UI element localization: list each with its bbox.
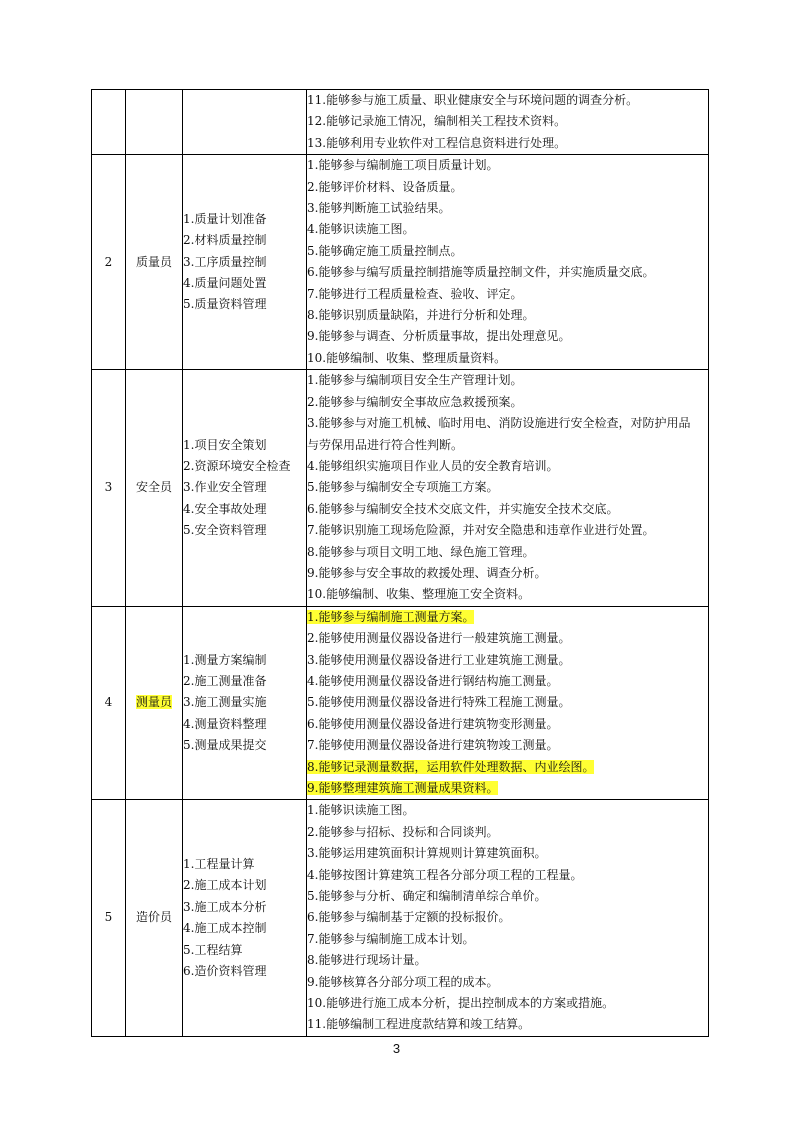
work-area-item: 5.测量成果提交 — [183, 738, 267, 753]
ability-item — [307, 241, 708, 262]
ability-text: 11.能够编制工程进度款结算和竣工结算。 — [307, 1017, 531, 1032]
ability-cell — [307, 90, 709, 155]
ability-text: 2.能够使用测量仪器设备进行一般建筑施工测量。 — [307, 631, 571, 646]
ability-item — [307, 843, 708, 864]
ability-item — [307, 800, 708, 821]
ability-item — [307, 520, 708, 541]
ability-item — [307, 584, 708, 605]
ability-text: 3.能够运用建筑面积计算规则计算建筑面积。 — [307, 846, 547, 861]
ability-item — [307, 348, 708, 369]
ability-item — [307, 477, 708, 498]
work-area-item: 5.工程结算 — [183, 942, 243, 957]
ability-item — [307, 692, 708, 713]
ability-item — [307, 133, 708, 154]
work-area-item: 5.质量资料管理 — [183, 297, 267, 312]
job-ability-table — [91, 89, 709, 1037]
work-area-item: 2.施工成本计划 — [183, 878, 267, 893]
work-area-item: 2.施工测量准备 — [183, 673, 267, 688]
ability-text: 4.能够按图计算建筑工程各分部分项工程的工程量。 — [307, 867, 583, 882]
work-area-item: 2.材料质量控制 — [183, 233, 267, 248]
work-area-item: 5.安全资料管理 — [183, 523, 267, 538]
ability-text: 10.能够进行施工成本分析，提出控制成本的方案或措施。 — [307, 996, 615, 1011]
table-row — [92, 606, 709, 800]
row-number: 4 — [92, 606, 126, 800]
ability-text: 3.能够使用测量仪器设备进行工业建筑施工测量。 — [307, 652, 571, 667]
work-area-item: 4.施工成本控制 — [183, 921, 267, 936]
ability-item — [307, 90, 708, 111]
ability-text: 1.能够参与编制施工测量方案。 — [307, 609, 475, 624]
ability-text: 8.能够记录测量数据，运用软件处理数据、内业绘图。 — [307, 759, 595, 774]
work-area-item: 1.工程量计算 — [183, 856, 255, 871]
work-area-cell — [183, 90, 307, 155]
ability-item — [307, 993, 708, 1014]
ability-item — [307, 757, 708, 778]
ability-text: 6.能够参与编制安全技术交底文件，并实施安全技术交底。 — [307, 501, 619, 516]
ability-item — [307, 714, 708, 735]
ability-item — [307, 262, 708, 283]
ability-cell — [307, 606, 709, 800]
ability-text: 13.能够利用专业软件对工程信息资料进行处理。 — [307, 135, 567, 150]
role-cell — [126, 606, 183, 800]
ability-text: 2.能够评价材料、设备质量。 — [307, 179, 463, 194]
work-area-item: 3.施工测量实施 — [183, 695, 267, 710]
work-area-item: 3.施工成本分析 — [183, 899, 267, 914]
work-area-item: 1.质量计划准备 — [183, 211, 267, 226]
ability-item — [307, 628, 708, 649]
work-area-item: 1.测量方案编制 — [183, 652, 267, 667]
role-name: 安全员 — [135, 480, 172, 495]
ability-item — [307, 972, 708, 993]
ability-item — [307, 305, 708, 326]
ability-text: 1.能够识读施工图。 — [307, 803, 415, 818]
ability-item — [307, 413, 708, 434]
row-number: 2 — [92, 155, 126, 370]
ability-item — [307, 155, 708, 176]
work-area-item: 4.安全事故处理 — [183, 501, 267, 516]
ability-item — [307, 177, 708, 198]
ability-text: 8.能够进行现场计量。 — [307, 953, 427, 968]
ability-text: 3.能够判断施工试验结果。 — [307, 201, 451, 216]
ability-item — [307, 886, 708, 907]
work-area-cell — [183, 800, 307, 1036]
ability-item — [307, 284, 708, 305]
ability-text: 9.能够核算各分部分项工程的成本。 — [307, 974, 499, 989]
row-number: 5 — [92, 800, 126, 1036]
ability-item — [307, 735, 708, 756]
ability-item — [307, 778, 708, 799]
ability-text: 8.能够参与项目文明工地、绿色施工管理。 — [307, 544, 535, 559]
ability-text: 6.能够使用测量仪器设备进行建筑物变形测量。 — [307, 716, 559, 731]
ability-cell — [307, 155, 709, 370]
role-cell — [126, 800, 183, 1036]
work-area-item: 4.测量资料整理 — [183, 716, 267, 731]
ability-text: 4.能够识读施工图。 — [307, 222, 415, 237]
work-area-item: 2.资源环境安全检查 — [183, 458, 291, 473]
ability-item — [307, 563, 708, 584]
table-row — [92, 90, 709, 155]
ability-text: 2.能够参与编制安全事故应急救援预案。 — [307, 394, 523, 409]
ability-item — [307, 392, 708, 413]
ability-item — [307, 607, 708, 628]
ability-text: 10.能够编制、收集、整理施工安全资料。 — [307, 587, 531, 602]
page-number: 3 — [392, 1041, 401, 1056]
ability-text: 4.能够组织实施项目作业人员的安全教育培训。 — [307, 458, 559, 473]
ability-item — [307, 435, 708, 456]
table-row — [92, 370, 709, 606]
role-cell — [126, 370, 183, 606]
ability-item — [307, 822, 708, 843]
table-body — [92, 90, 709, 1037]
ability-item — [307, 499, 708, 520]
work-area-cell — [183, 606, 307, 800]
ability-text: 12.能够记录施工情况，编制相关工程技术资料。 — [307, 114, 567, 129]
ability-cell — [307, 800, 709, 1036]
ability-text: 7.能够进行工程质量检查、验收、评定。 — [307, 286, 523, 301]
ability-text: 1.能够参与编制项目安全生产管理计划。 — [307, 373, 523, 388]
ability-text: 2.能够参与招标、投标和合同谈判。 — [307, 824, 499, 839]
table-row — [92, 155, 709, 370]
work-area-cell — [183, 370, 307, 606]
ability-cell — [307, 370, 709, 606]
ability-text: 5.能够参与分析、确定和编制清单综合单价。 — [307, 889, 547, 904]
ability-text: 与劳保用品进行符合性判断。 — [307, 437, 464, 452]
ability-text: 5.能够确定施工质量控制点。 — [307, 243, 463, 258]
ability-item — [307, 950, 708, 971]
ability-item — [307, 1014, 708, 1035]
role-cell — [126, 155, 183, 370]
role-cell — [126, 90, 183, 155]
ability-text: 1.能够参与编制施工项目质量计划。 — [307, 158, 499, 173]
ability-text: 7.能够参与编制施工成本计划。 — [307, 931, 475, 946]
ability-text: 5.能够使用测量仪器设备进行特殊工程施工测量。 — [307, 695, 571, 710]
ability-item — [307, 111, 708, 132]
ability-text: 3.能够参与对施工机械、临时用电、消防设施进行安全检查，对防护用品 — [307, 416, 691, 431]
row-number: 3 — [92, 370, 126, 606]
ability-item — [307, 929, 708, 950]
row-number — [92, 90, 126, 155]
ability-text: 9.能够整理建筑施工测量成果资料。 — [307, 781, 499, 795]
ability-text: 9.能够参与调查、分析质量事故，提出处理意见。 — [307, 329, 571, 344]
ability-item — [307, 370, 708, 391]
ability-text: 6.能够参与编制基于定额的投标报价。 — [307, 910, 511, 925]
ability-text: 8.能够识别质量缺陷，并进行分析和处理。 — [307, 308, 535, 323]
work-area-item: 3.作业安全管理 — [183, 480, 267, 495]
ability-item — [307, 907, 708, 928]
ability-item — [307, 542, 708, 563]
ability-item — [307, 326, 708, 347]
role-name: 造价员 — [135, 910, 172, 925]
ability-item — [307, 198, 708, 219]
ability-item — [307, 219, 708, 240]
ability-text: 10.能够编制、收集、整理质量资料。 — [307, 350, 507, 365]
ability-item — [307, 650, 708, 671]
work-area-item: 6.造价资料管理 — [183, 963, 267, 978]
ability-text: 6.能够参与编写质量控制措施等质量控制文件，并实施质量交底。 — [307, 265, 655, 280]
work-area-cell — [183, 155, 307, 370]
work-area-item: 4.质量问题处置 — [183, 275, 267, 290]
ability-text: 9.能够参与安全事故的救援处理、调查分析。 — [307, 565, 547, 580]
work-area-item: 3.工序质量控制 — [183, 254, 267, 269]
table-row — [92, 800, 709, 1036]
ability-text: 4.能够使用测量仪器设备进行钢结构施工测量。 — [307, 673, 559, 688]
role-name: 测量员 — [135, 695, 172, 710]
ability-item — [307, 865, 708, 886]
ability-item — [307, 671, 708, 692]
work-area-item: 1.项目安全策划 — [183, 437, 267, 452]
role-name: 质量员 — [135, 254, 172, 269]
ability-item — [307, 456, 708, 477]
ability-text: 5.能够参与编制安全专项施工方案。 — [307, 480, 499, 495]
ability-text: 7.能够识别施工现场危险源，并对安全隐患和违章作业进行处置。 — [307, 523, 655, 538]
ability-text: 11.能够参与施工质量、职业健康安全与环境问题的调查分析。 — [307, 93, 639, 107]
ability-text: 7.能够使用测量仪器设备进行建筑物竣工测量。 — [307, 738, 559, 753]
